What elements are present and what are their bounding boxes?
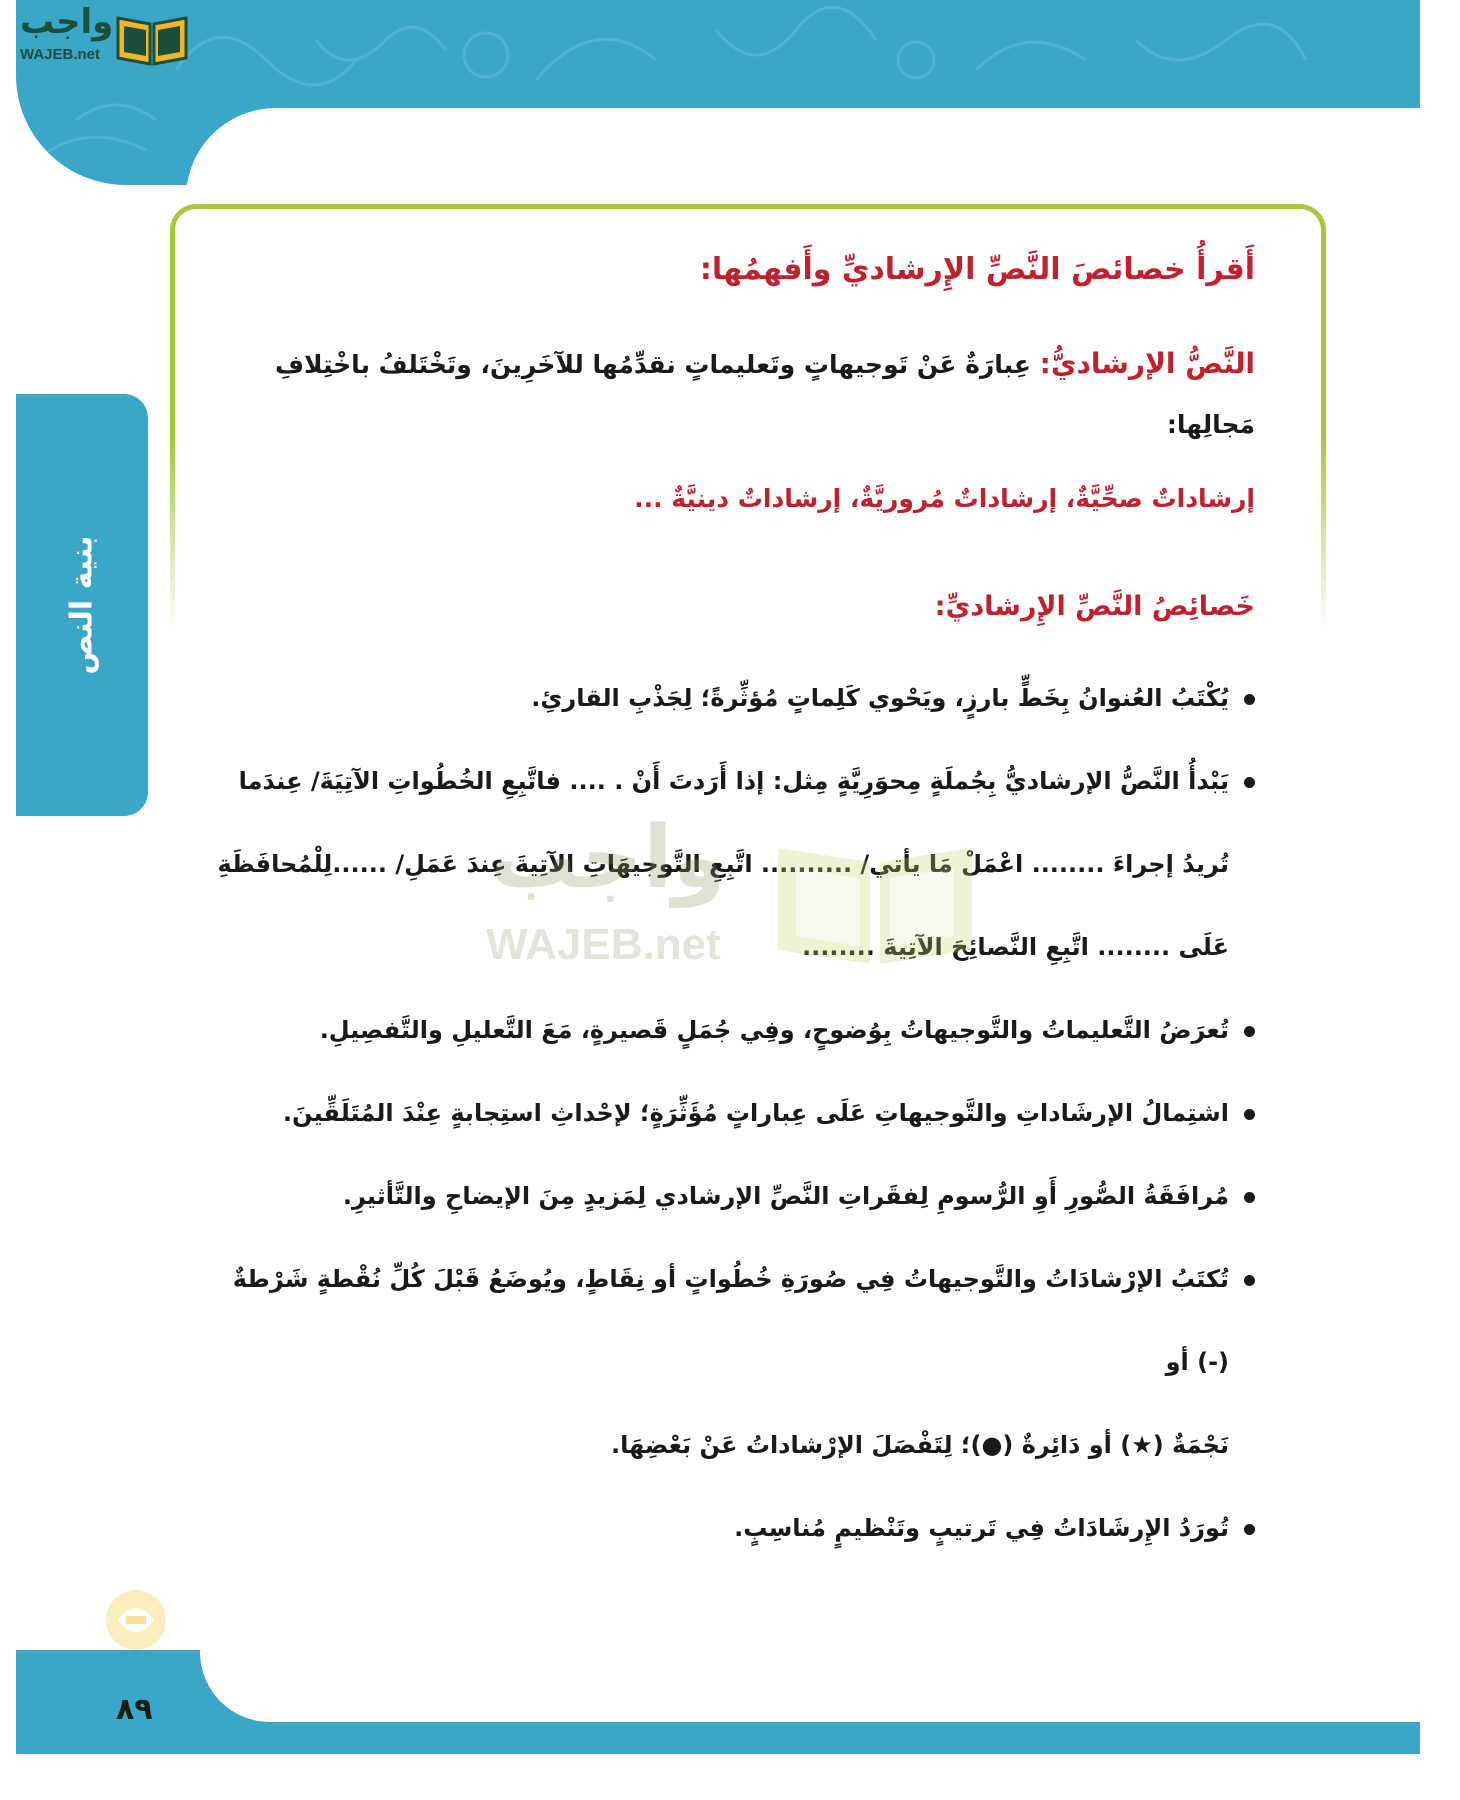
side-tab-label: بنية النص (64, 535, 100, 675)
list-item: تُورَدُ الإِرشَادَاتُ فِي تَرتيبٍ وتَنْظيمٍ مُناسِبٍ. (215, 1487, 1255, 1570)
list-item: تُعرَضُ التَّعليماتُ والتَّوجيهاتُ بِوُضوحٍ، وفِي جُمَلٍ قَصيرةٍ، مَعَ التَّعليلِ والتَّفصِيلِ. (215, 989, 1255, 1072)
definition-examples: إرشاداتٌ صحِّيَّةٌ، إرشاداتٌ مُروريَّةٌ، إرشاداتٌ دينيَّةٌ ... (634, 484, 1255, 513)
characteristics-list (215, 657, 1255, 1570)
definition-paragraph (215, 334, 1255, 455)
logo-arabic-text: واجب (20, 2, 114, 42)
list-item: يُكْتَبُ العُنوانُ بِخَطٍّ بارزٍ، ويَحْوي كَلِماتٍ مُؤثِّرةً؛ لِجَذْبِ القارئِ. (215, 657, 1255, 740)
lesson-content (215, 240, 1255, 1570)
page-heading: أَقرأُ خصائصَ النَّصِّ الإِرشاديِّ وأَفهمُها: (699, 252, 1255, 287)
wajeb-logo[interactable] (8, 2, 190, 68)
book-icon (114, 8, 190, 66)
logo-latin-text: WAJEB.net (20, 46, 101, 63)
list-item: يَبْدأُ النَّصُّ الإرشاديُّ بِجُملَةٍ مِحوَرِيَّةٍ مِثل: إذا أَرَدتَ أَنْ . .... فاتَّبِعِ الخُطُواتِ الآتِيَةَ/ عِندَما (215, 740, 1255, 823)
section-subheading: خَصائِصُ النَّصِّ الإِرشاديِّ: (934, 591, 1255, 622)
list-item: تُكتَبُ الإرْشادَاتُ والتَّوجيهاتُ فِي صُورَةِ خُطُواتٍ أو نِقَاطٍ، ويُوضَعُ قَبْلَ كُلِّ نُقْطةٍ شَرْطةٌ (-) أو (215, 1238, 1255, 1404)
list-item-continuation: عَلَى ........ اتَّبِعِ النَّصائِحَ الآتِيةَ ........ (801, 933, 1229, 961)
list-item-continuation: نَجْمَةٌ (★) أو دَائِرةٌ (●)؛ لِتَفْصَلَ الإرْشاداتُ عَنْ بَعْضِهَا. (610, 1431, 1229, 1459)
watermark-latin: WAJEB.net (486, 920, 721, 969)
definition-term: النَّصُّ الإرشاديُّ: (1039, 347, 1255, 380)
list-item: اشتِمالُ الإرشَاداتِ والتَّوجيهاتِ عَلَى عِباراتٍ مُؤَثِّرَةٍ؛ لإحْداثِ استِجابةٍ عِنْدَ المُتَلَقِّينَ. (215, 1072, 1255, 1155)
bottom-band-white-cutout (200, 1650, 1420, 1722)
top-banner (16, 0, 1420, 185)
publisher-logo-icon (96, 1580, 176, 1660)
watermark-arabic: واجب (490, 808, 726, 908)
page-number: ٨٩ (116, 1692, 153, 1727)
list-item-continuation: تُريدُ إجراءَ ........ اعْمَلْ مَا يأتي/ .......... اتَّبِعِ التَّوجيهَاتِ الآتِيةَ عِندَ عَمَلِ/ ......لِلْمُحافَظَةِ (217, 850, 1229, 878)
definition-text: عِبارَةٌ عَنْ تَوجيهاتٍ وتَعليماتٍ نقدِّمُها للآخَرِينَ، وتَخْتَلفُ باخْتِلافِ مَجالِها: (274, 350, 1255, 439)
side-tab (16, 394, 148, 816)
list-item: مُرافَقَةُ الصُّورِ أَوِ الرُّسومِ لِفقَراتِ النَّصِّ الإرشادي لِمَزيدٍ مِنَ الإيضاحِ والتَّأثيرِ. (215, 1155, 1255, 1238)
banner-white-cutout (186, 108, 1420, 185)
